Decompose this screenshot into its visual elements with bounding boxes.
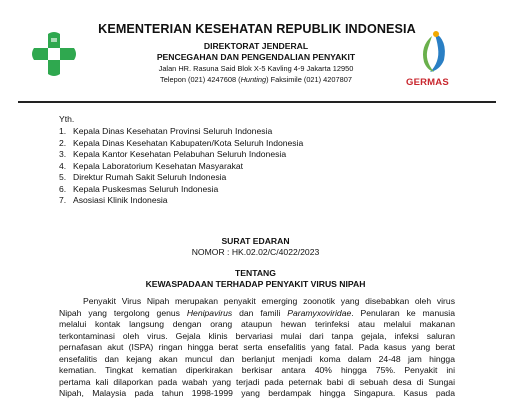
list-text: Kepala Dinas Kesehatan Kabupaten/Kota Seluruh Indonesia [73,137,304,148]
body-line: kematian. Tingkat kematian diperkirakan berkisar antara 40% hingga 75%. Penyakit ini [59,365,455,375]
phone-suffix: ) Faksimile (021) 4207807 [266,75,352,84]
about-label: TENTANG [235,268,276,278]
genus-name: Henipavirus [186,307,233,318]
body-line [59,308,455,320]
body-line: terkontaminasi oleh virus. Gejala klinis bervariasi mulai dari tanpa gejala, infeksi saluran [59,330,455,341]
body-line: pertama kali dilaporkan pada wabah yang terjadi pada peternak babi di sebuah desa di Sungai [59,376,455,387]
body-line: Nipah, Malaysia pada tahun 1998-1999 yang berdampak hingga Singapura. Kasus pada [59,388,455,398]
germas-label: GERMAS [406,77,449,88]
circular-subject: KEWASPADAAN TERHADAP PENYAKIT VIRUS NIPAH [145,279,366,289]
list-item [59,149,303,161]
body-line: pernafasan akut (ISPA) ringan hingga berat serta ensefalitis yang fatal. Pada kasus yang berat [59,342,455,352]
list-item [59,161,303,173]
body-paragraph [59,296,455,400]
body-line: melalui kontak langsung dengan orang ataupun hewan terinfeksi atau melalui makanan [59,319,455,329]
division-name: PENCEGAHAN DAN PENGENDALIAN PENYAKIT [156,52,356,62]
list-item [59,184,303,196]
list-text: Asosiasi Klinik Indonesia [73,195,168,205]
circular-number: NOMOR : HK.02.02/C/4022/2023 [191,247,320,257]
list-number: 4. [59,160,67,171]
phone-hunting: Hunting [240,75,267,84]
list-item [59,138,303,150]
list-number: 2. [59,137,67,148]
address: Jalan HR. Rasuna Said Blok X-5 Kavling 4-9 Jakarta 12950 [158,64,354,73]
body-line: Penyakit Virus Nipah merupakan penyakit emerging zoonotik yang disebabkan oleh virus [83,296,455,306]
body-line: ensefalitis dan kejang akan muncul dan berlanjut menjadi koma dalam 24-48 jam hingga [59,353,455,364]
family-name: Paramyxoviridae [287,307,352,318]
list-text: Kepala Laboratorium Kesehatan Masyarakat [73,160,244,171]
body-text-run: Nipah yang tergolong genus [59,307,187,318]
list-number: 1. [59,126,67,136]
letterhead-divider [18,101,496,103]
kemenkes-logo-icon [28,28,80,80]
recipient-list [59,126,303,207]
salutation: Yth. [59,114,75,124]
list-text: Direktur Rumah Sakit Seluruh Indonesia [73,172,227,182]
list-number: 6. [59,183,67,194]
letterhead-text [96,22,416,84]
phone-prefix: Telepon (021) 4247608 ( [160,75,241,84]
list-item [59,172,303,184]
list-text: Kepala Puskesmas Seluruh Indonesia [73,183,219,194]
body-text-run: . Penularan ke manusia [351,307,455,318]
list-text: Kepala Dinas Kesehatan Provinsi Seluruh Indonesia [73,126,273,136]
list-item [59,195,303,207]
circular-title: SURAT EDARAN [221,236,290,246]
list-number: 7. [59,195,67,205]
list-number: 3. [59,149,67,159]
phone-fax [96,75,416,84]
list-text: Kepala Kantor Kesehatan Pelabuhan Seluruh Indonesia [73,149,287,159]
list-item [59,126,303,138]
directorate-name: DIREKTORAT JENDERAL [203,41,309,51]
ministry-title: KEMENTERIAN KESEHATAN REPUBLIK INDONESIA [98,22,416,36]
list-number: 5. [59,172,67,182]
letterhead [0,0,511,100]
body-text-run: dan famili [232,307,288,318]
